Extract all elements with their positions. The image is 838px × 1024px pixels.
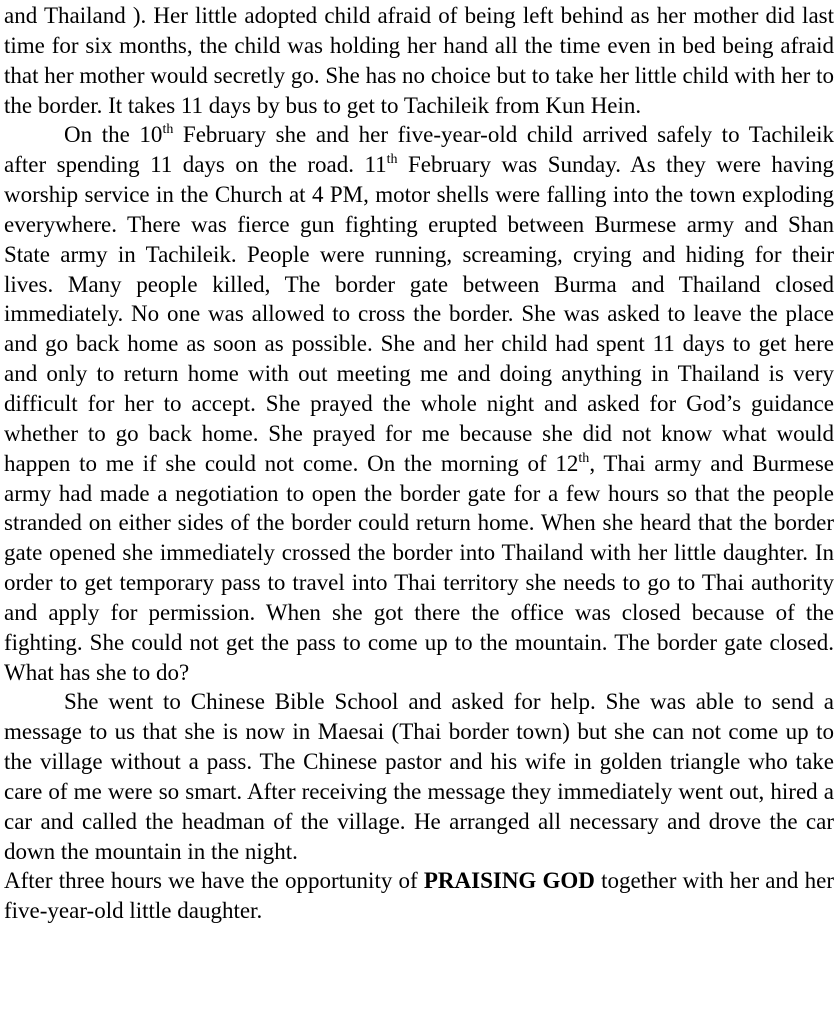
- paragraph-text: After three hours we have the opportunity of: [4, 868, 424, 894]
- paragraph-3: [4, 687, 834, 866]
- paragraph-text: February she and her five-year-old child arrived safely to Tachileik after spending 11 days on the road. 11: [4, 122, 834, 178]
- paragraph-1: [4, 1, 834, 120]
- paragraph-text: February was Sunday. As they were having worship service in the Church at 4 PM, motor shells were falling into the town exploding everywhere. There was fierce gun fighting erupted between Burmese army and Shan State army in Tachileik. People were running, screaming, crying and hiding for their lives. Many people killed, The border gate between Burma and Thailand closed immediately. No one was allowed to cross the border. She was asked to leave the place and go back home as soon as possible. She and her child had spent 11 days to get here and only to return home with out meeting me and doing anything in Thailand is very difficult for her to accept. She prayed the whole night and asked for God’s guidance whether to go back home. She prayed for me because she did not know what would happen to me if she could not come. On the morning of 12: [4, 152, 834, 476]
- paragraph-text: , Thai army and Burmese army had made a negotiation to open the border gate for a few hours so that the people stranded on either sides of the border could return home. When she heard that the border gate opened she immediately crossed the border into Thailand with her little daughter. In order to get temporary pass to travel into Thai territory she needs to go to Thai authority and apply for permission. When she got there the office was closed because of the fighting. She could not get the pass to come up to the mountain. The border gate closed. What has she to do?: [4, 450, 834, 685]
- paragraph-2: [4, 120, 834, 687]
- paragraph-text: She went to Chinese Bible School and asked for help. She was able to send a message to us that she is now in Maesai (Thai border town) but she can not come up to the village without a pass. The Chinese pastor and his wife in golden triangle who take care of me were so smart. After receiving the message they immediately went out, hired a car and called the headman of the village. He arranged all necessary and drove the car down the mountain in the night.: [4, 689, 834, 864]
- paragraph-text: and Thailand ). Her little adopted child afraid of being left behind as her mother did last time for six months, the child was holding her hand all the time even in bed being afraid that her mother would secretly go. She has no choice but to take her little child with her to the border. It takes 11 days by bus to get to Tachileik from Kun Hein.: [4, 3, 834, 118]
- ordinal-suffix: th: [386, 152, 398, 168]
- emphasis-text: PRAISING GOD: [423, 868, 595, 894]
- paragraph-text: On the 10: [64, 122, 163, 148]
- ordinal-suffix: th: [162, 122, 174, 138]
- paragraph-text: together with her and her five-year-old little daughter.: [4, 868, 834, 924]
- ordinal-suffix: th: [578, 450, 590, 466]
- paragraph-4: [4, 866, 834, 926]
